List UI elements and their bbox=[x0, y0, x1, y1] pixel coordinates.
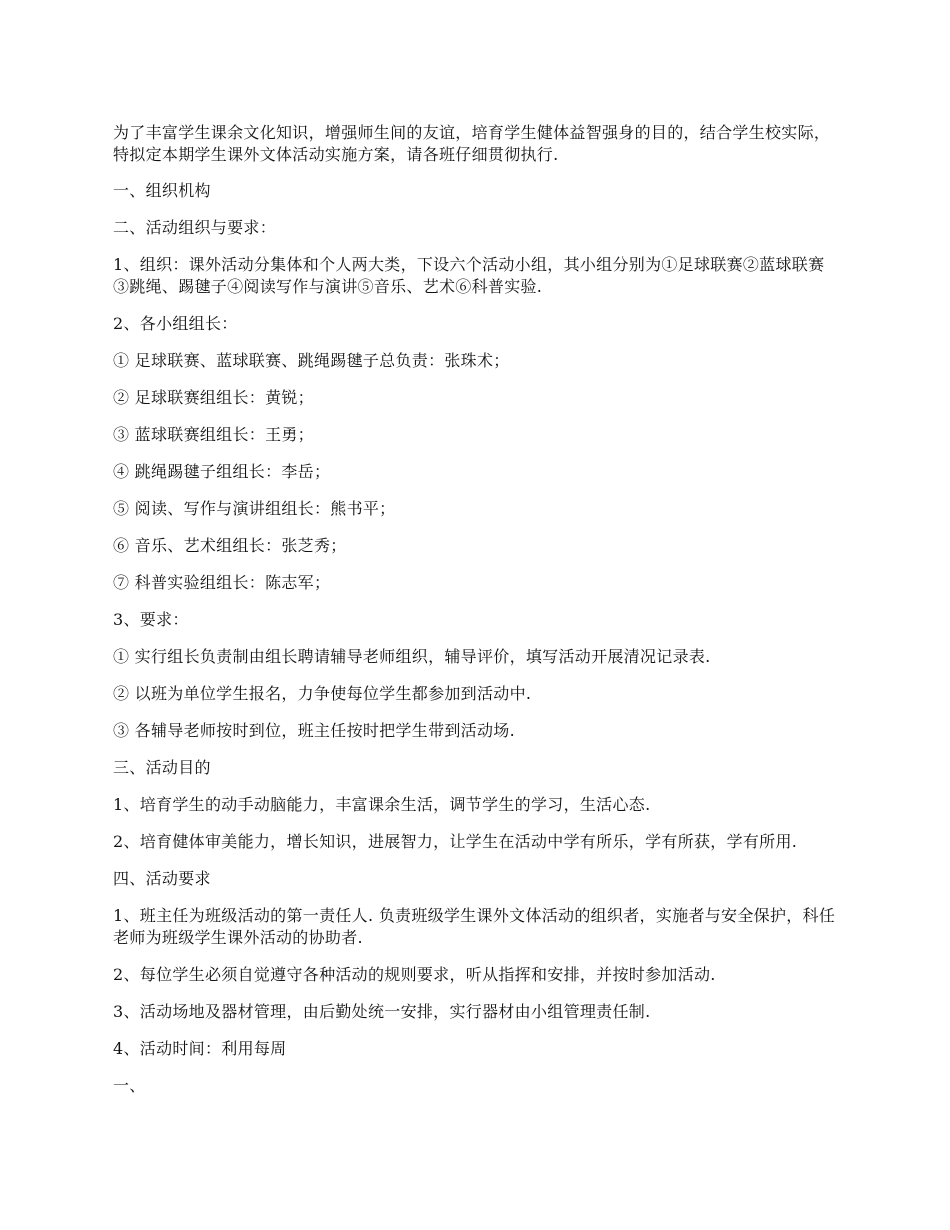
leader-item-7: ⑦ 科普实验组组长：陈志军； bbox=[113, 573, 331, 592]
paragraph-organization-groups: 1、组织：课外活动分集体和个人两大类，下设六个活动小组，其小组分别为①足球联赛②蓝球联赛③跳绳、踢毽子④阅读写作与演讲⑤音乐、艺术⑥科普实验. bbox=[113, 255, 825, 296]
leader-item-5: ⑤ 阅读、写作与演讲组组长：熊书平； bbox=[113, 499, 396, 518]
activity-requirement-item-1: 1、班主任为班级活动的第一责任人. 负责班级学生课外文体活动的组织者，实施者与安全保护，科任老师为班级学生课外活动的协助者. bbox=[113, 906, 836, 947]
requirement-item-1: ① 实行组长负责制由组长聘请辅导老师组织，辅导评价，填写活动开展清况记录表. bbox=[113, 647, 711, 666]
purpose-item-1: 1、培育学生的动手动脑能力，丰富课余生活，调节学生的学习，生活心态. bbox=[113, 795, 651, 814]
section-heading-purpose: 三、活动目的 bbox=[113, 758, 211, 777]
section-heading-activity-organization: 二、活动组织与要求： bbox=[113, 218, 277, 237]
purpose-item-2: 2、培育健体审美能力，增长知识，进展智力，让学生在活动中学有所乐，学有所获，学有所用. bbox=[113, 832, 798, 851]
section-heading-activity-requirements: 四、活动要求 bbox=[113, 869, 211, 888]
leader-item-3: ③ 蓝球联赛组组长：王勇； bbox=[113, 425, 314, 444]
activity-requirement-item-3: 3、活动场地及器材管理，由后勤处统一安排，实行器材由小组管理责任制. bbox=[113, 1002, 651, 1021]
leader-item-4: ④ 跳绳踢毽子组组长：李岳； bbox=[113, 462, 331, 481]
section-heading-organization: 一、组织机构 bbox=[113, 181, 211, 200]
leader-item-1: ① 足球联赛、蓝球联赛、跳绳踢毽子总负责：张珠术； bbox=[113, 351, 510, 370]
leader-item-6: ⑥ 音乐、艺术组组长：张芝秀； bbox=[113, 536, 347, 555]
requirement-item-2: ② 以班为单位学生报名，力争使每位学生都参加到活动中. bbox=[113, 684, 532, 703]
requirement-item-3: ③ 各辅导老师按时到位，班主任按时把学生带到活动场. bbox=[113, 721, 515, 740]
activity-requirement-item-4: 4、活动时间：利用每周 bbox=[113, 1039, 287, 1058]
leader-item-2: ② 足球联赛组组长：黄锐； bbox=[113, 388, 314, 407]
trailing-fragment: 一、 bbox=[113, 1076, 146, 1095]
activity-requirement-item-2: 2、每位学生必须自觉遵守各种活动的规则要求，听从指挥和安排，并按时参加活动. bbox=[113, 965, 716, 984]
intro-paragraph: 为了丰富学生课余文化知识，增强师生间的友谊，培育学生健体益智强身的目的，结合学生校实际，特拟定本期学生课外文体活动实施方案，请各班仔细贯彻执行. bbox=[113, 123, 831, 164]
paragraph-requirements-heading: 3、要求： bbox=[113, 610, 189, 629]
paragraph-group-leaders-heading: 2、各小组组长： bbox=[113, 314, 238, 333]
